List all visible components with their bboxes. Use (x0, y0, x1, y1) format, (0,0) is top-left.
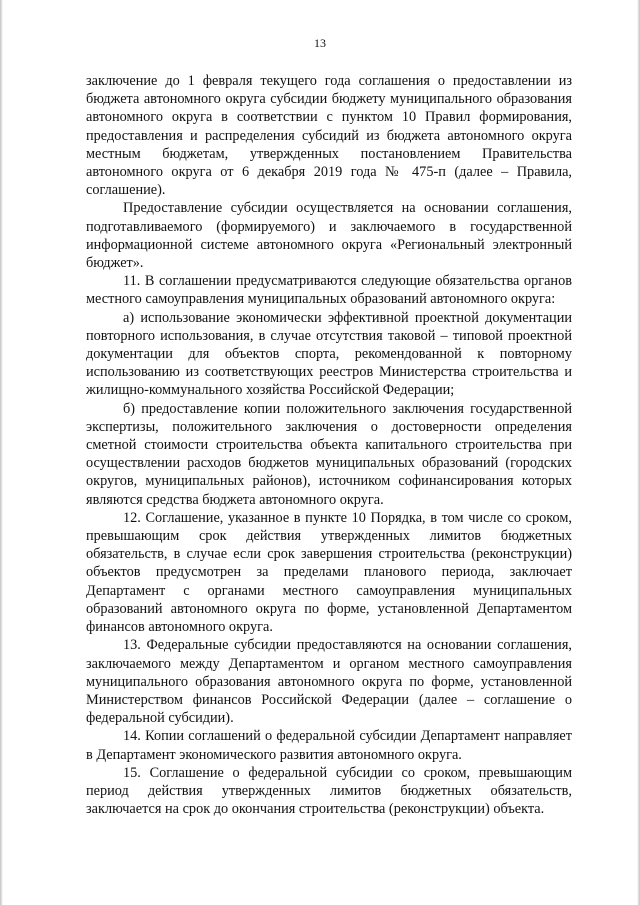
page-number: 13 (314, 36, 326, 50)
paragraph-subsidy-basis: Предоставление субсидии осуществляется на основании соглашения, подготавливаемого (формируемого) и заключаемого в государственной информационной системе автономного округа «Региональный электронный бюджет». (86, 200, 572, 272)
paragraph-13: 13. Федеральные субсидии предоставляются на основании соглашения, заключаемого между Департаментом и органом местного самоуправления муниципального образования автономного округа по форме, установленной Министерством финансов Российской Федерации (далее – соглашение о федеральной субсидии). (86, 637, 572, 727)
paragraph-11-b: б) предоставление копии положительного заключения государственной экспертизы, положительного заключения о достоверности определения сметной стоимости строительства объекта капитального строительства при осуществлении расходов бюджетов муниципальных образований (городских округов, муниципальных районов), источником софинансирования которых являются средства бюджета автономного округа. (86, 400, 572, 508)
paragraph-11-a: а) использование экономически эффективной проектной документации повторного использования, в случае отсутствия таковой – типовой проектной документации для объектов спорта, рекомендованной к повторному использованию из соответствующих реестров Министерства строительства и жилищно-коммунального хозяйства Российской Федерации; (86, 309, 572, 399)
document-body (86, 72, 572, 818)
scan-edge-left (0, 0, 3, 905)
paragraph-11: 11. В соглашении предусматриваются следующие обязательства органов местного самоуправления муниципальных образований автономного округа: (86, 273, 572, 308)
paragraph-15: 15. Соглашение о федеральной субсидии со сроком, превышающим период действия утвержденных лимитов бюджетных обязательств, заключается на срок до окончания строительства (реконструкции) объекта. (86, 764, 572, 818)
paragraph-continuation: заключение до 1 февраля текущего года соглашения о предоставлении из бюджета автономного округа субсидии бюджету муниципального образования автономного округа в соответствии с пунктом 10 Правил формирования, предоставления и распределения субсидий из бюджета автономного округа местным бюджетам, утвержденных постановлением Правительства автономного округа от 6 декабря 2019 года № 475-п (далее – Правила, соглашение). (86, 73, 572, 199)
paragraph-14: 14. Копии соглашений о федеральной субсидии Департамент направляет в Департамент экономического развития автономного округа. (86, 728, 572, 763)
paragraph-12: 12. Соглашение, указанное в пункте 10 Порядка, в том числе со сроком, превышающим срок действия утвержденных лимитов бюджетных обязательств, в случае если срок завершения строительства (реконструкции) объектов предусмотрен за пределами планового периода, заключает Департамент с органами местного самоуправления муниципальных образований автономного округа по форме, установленной Департаментом финансов автономного округа. (86, 509, 572, 636)
